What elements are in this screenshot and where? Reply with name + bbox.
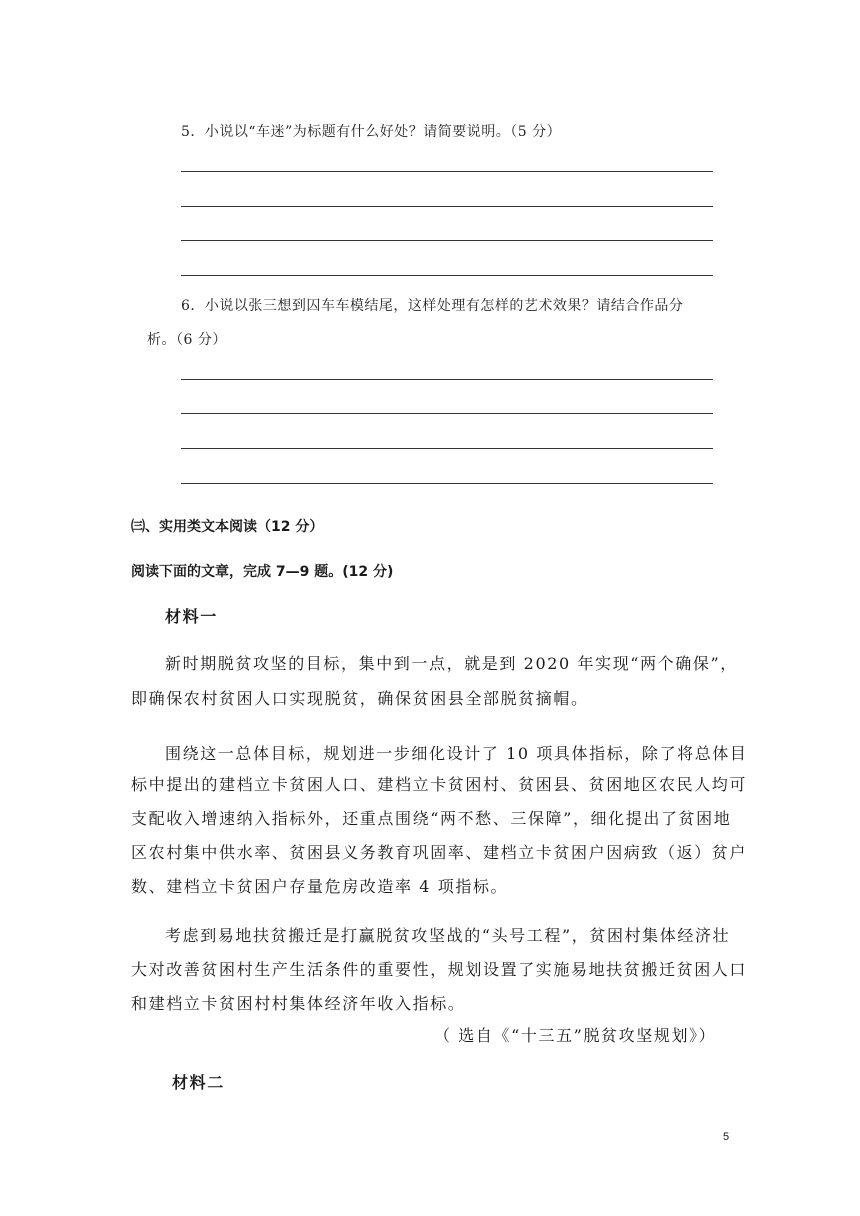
- answer-line: [181, 483, 713, 484]
- paragraph-line: 区农村集中供水率、贫困县义务教育巩固率、建档立卡贫困户因病致（返）贫户: [131, 843, 748, 862]
- answer-line: [181, 413, 713, 414]
- paragraph-line: 大对改善贫困村生产生活条件的重要性，规划设置了实施易地扶贫搬迁贫困人口: [131, 960, 748, 979]
- question-5: 5．小说以“车迷”为标题有什么好处？请简要说明。（5 分）: [181, 124, 562, 140]
- answer-line: [181, 379, 713, 380]
- answer-line: [181, 240, 713, 241]
- paragraph-line: 围绕这一总体目标，规划进一步细化设计了 10 项具体指标，除了将总体目: [165, 744, 748, 763]
- paragraph-line: 新时期脱贫攻坚的目标，集中到一点，就是到 2020 年实现“两个确保”，: [165, 654, 738, 673]
- section-instruction: 阅读下面的文章，完成 7—9 题。(12 分): [131, 564, 394, 580]
- answer-line: [181, 448, 713, 449]
- material-2-title: 材料二: [172, 1073, 225, 1092]
- page-number: 5: [723, 1131, 730, 1143]
- paragraph-line: 考虑到易地扶贫搬迁是打赢脱贫攻坚战的“头号工程”，贫困村集体经济壮: [165, 926, 731, 945]
- section-heading: ㈢、实用类文本阅读（12 分）: [131, 519, 324, 535]
- question-6-line-2: 析。（6 分）: [147, 332, 227, 348]
- answer-line: [181, 171, 713, 172]
- source-citation: （ 选自《“十三五”脱贫攻坚规划》）: [434, 1026, 717, 1045]
- paragraph-line: 标中提出的建档立卡贫困人口、建档立卡贫困村、贫困县、贫困地区农民人均可: [131, 775, 748, 794]
- material-1-title: 材料一: [165, 607, 218, 626]
- paragraph-line: 即确保农村贫困人口实现脱贫，确保贫困县全部脱贫摘帽。: [131, 689, 589, 708]
- paragraph-line: 数、建档立卡贫困户存量危房改造率 4 项指标。: [131, 877, 509, 896]
- paragraph-line: 和建档立卡贫困村村集体经济年收入指标。: [131, 994, 466, 1013]
- paragraph-line: 支配收入增速纳入指标外，还重点围绕“两不愁、三保障”，细化提出了贫困地: [131, 809, 732, 828]
- answer-line: [181, 275, 713, 276]
- question-6-line-1: 6．小说以张三想到囚车车模结尾，这样处理有怎样的艺术效果？请结合作品分: [181, 298, 684, 314]
- answer-line: [181, 206, 713, 207]
